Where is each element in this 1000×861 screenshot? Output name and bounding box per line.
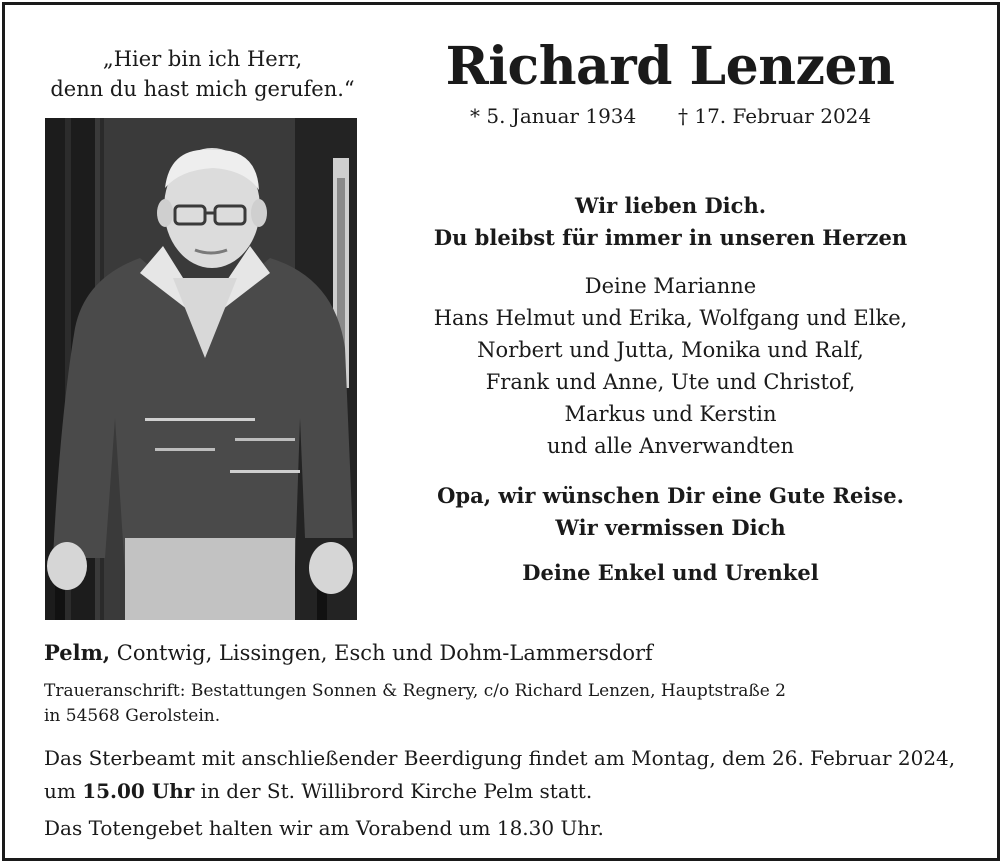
quote-line: „Hier bin ich Herr, xyxy=(102,47,303,71)
family-line: Frank und Anne, Ute und Christof, xyxy=(485,370,856,394)
death-date: † 17. Februar 2024 xyxy=(678,104,872,128)
grandchildren-signature: Deine Enkel und Urenkel xyxy=(522,560,819,585)
mourning-address xyxy=(44,679,786,729)
grandchildren-message xyxy=(382,480,959,544)
birth-date: * 5. Januar 1934 xyxy=(470,104,637,128)
family-line: und alle Anverwandten xyxy=(546,434,795,458)
deceased-name: Richard Lenzen xyxy=(445,36,895,97)
message-line: Wir vermissen Dich xyxy=(555,515,786,540)
family-line: Hans Helmut und Erika, Wolfgang und Elke, xyxy=(433,306,908,330)
family-line: Markus und Kerstin xyxy=(564,402,777,426)
service-prefix: um xyxy=(44,779,83,803)
family-list xyxy=(382,270,959,462)
portrait-photo xyxy=(45,118,357,620)
farewell-message xyxy=(382,190,959,254)
other-places: Contwig, Lissingen, Esch und Dohm-Lammersdorf xyxy=(110,641,653,665)
family-line: Norbert und Jutta, Monika und Ralf, xyxy=(477,338,864,362)
quote-line: denn du hast mich gerufen.“ xyxy=(50,77,355,101)
service-location: in der St. Willibrord Kirche Pelm statt. xyxy=(194,779,593,803)
service-time: 15.00 Uhr xyxy=(82,779,195,803)
bible-quote xyxy=(20,44,385,104)
main-place: Pelm, xyxy=(44,640,111,665)
service-line: Das Sterbeamt mit anschließender Beerdigung findet am Montag, dem 26. Februar 2024, xyxy=(44,746,956,770)
funeral-service-info xyxy=(44,742,984,808)
service-line xyxy=(44,775,984,808)
message-line: Wir lieben Dich. xyxy=(574,193,767,218)
prayer-info: Das Totengebet halten wir am Vorabend um 18.30 Uhr. xyxy=(44,816,604,840)
address-line: Traueranschrift: Bestattungen Sonnen & Regnery, c/o Richard Lenzen, Hauptstraße 2 xyxy=(44,681,786,701)
address-line: in 54568 Gerolstein. xyxy=(44,706,221,726)
message-line: Du bleibst für immer in unseren Herzen xyxy=(433,225,908,250)
message-line: Opa, wir wünschen Dir eine Gute Reise. xyxy=(437,483,904,508)
family-line: Deine Marianne xyxy=(584,274,757,298)
places-line xyxy=(44,638,653,668)
